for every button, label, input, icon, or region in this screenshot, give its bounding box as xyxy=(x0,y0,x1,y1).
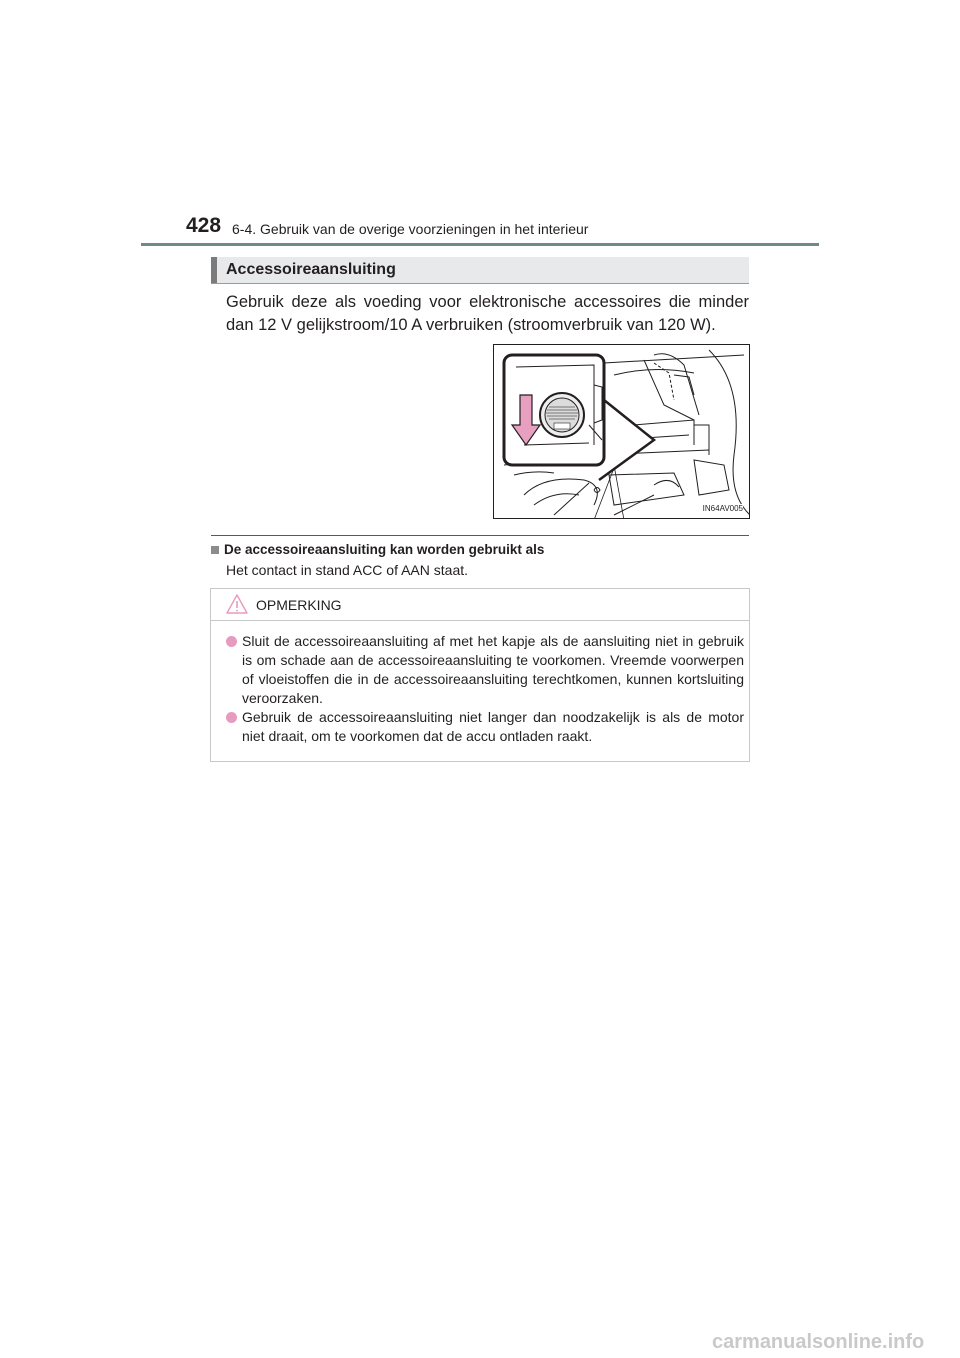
square-bullet-icon xyxy=(211,546,219,554)
warning-triangle-icon xyxy=(226,593,248,615)
condition-heading xyxy=(211,542,544,557)
bullet-dot-icon xyxy=(226,712,237,723)
intro-paragraph-line-2: dan 12 V gelijkstroom/10 A verbruiken (stroomverbruik van 120 W). xyxy=(226,316,716,334)
console-drawing xyxy=(494,345,750,519)
intro-paragraph-line-1: Gebruik deze als voeding voor elektronische accessoires die minder xyxy=(226,293,749,311)
chapter-title: 6-4. Gebruik van de overige voorzieningen in het interieur xyxy=(232,221,589,237)
notice-box xyxy=(210,588,750,762)
section-title: Accessoireaansluiting xyxy=(226,261,396,278)
section-divider xyxy=(211,535,749,536)
condition-text: Het contact in stand ACC of AAN staat. xyxy=(226,562,469,578)
bullet-dot-icon xyxy=(226,636,237,647)
header-rule xyxy=(141,243,819,246)
notice-item xyxy=(226,632,744,708)
notice-label: OPMERKING xyxy=(256,597,342,613)
section-heading-bar xyxy=(211,257,749,284)
notice-item xyxy=(226,708,744,746)
page-number: 428 xyxy=(186,214,222,237)
section-accent-bar xyxy=(211,257,217,283)
figure-code: IN64AV005 xyxy=(702,504,743,513)
accessory-socket-illustration xyxy=(493,344,750,519)
watermark: carmanualsonline.info xyxy=(712,1331,925,1353)
notice-item-text: Sluit de accessoireaansluiting af met het kapje als de aansluiting niet in gebruik is om schade aan de accessoireaansluiting te voorkomen. Vreemde voorwerpen of vloeistoffen die in de accessoireaansluiting terechtkomen, kunnen kortsluiting veroorzaken. xyxy=(242,633,744,706)
condition-heading-text: De accessoireaansluiting kan worden gebruikt als xyxy=(224,542,545,557)
socket-cap-icon xyxy=(540,393,584,437)
notice-header xyxy=(211,589,749,621)
notice-item-text: Gebruik de accessoireaansluiting niet langer dan noodzakelijk is als de motor niet draait, om te voorkomen dat de accu ontladen raakt. xyxy=(242,709,744,744)
